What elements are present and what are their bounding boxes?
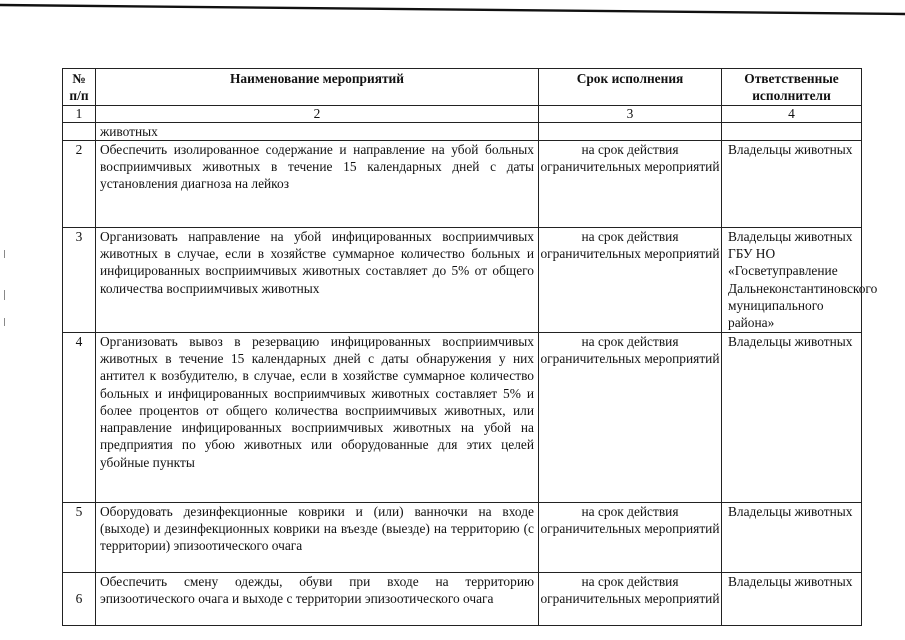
deadline-text: на срок действия ограничительных мероприятий — [539, 332, 722, 502]
activities-table — [62, 68, 878, 626]
row-number: 2 — [63, 140, 96, 227]
scan-margin-mark — [4, 290, 5, 300]
table-row — [63, 572, 862, 625]
deadline-text: на срок действия ограничительных мероприятий — [539, 227, 722, 332]
scan-edge-line-graphic — [0, 0, 905, 18]
deadline-cell — [539, 122, 722, 140]
deadline-text: на срок действия ограничительных мероприятий — [539, 572, 722, 625]
row-number: 4 — [63, 332, 96, 502]
header-responsible-line2: исполнители — [752, 88, 831, 104]
table-row — [63, 140, 862, 227]
header-activity-label: Наименование мероприятий — [230, 71, 404, 86]
table-row-continuation — [63, 122, 862, 140]
header-responsible-line1: Ответственные — [744, 71, 839, 86]
header-activity — [96, 69, 539, 106]
responsible-cell — [722, 122, 862, 140]
responsible-text: Владельцы животных — [722, 572, 862, 625]
column-number: 1 — [63, 105, 96, 122]
header-deadline-label: Срок исполнения — [576, 71, 684, 86]
responsible-text: Владельцы животных — [722, 140, 862, 227]
table-row — [63, 502, 862, 572]
header-deadline — [539, 69, 722, 106]
row-number-cell — [63, 122, 96, 140]
row-number: 5 — [63, 502, 96, 572]
activity-continuation: животных — [96, 122, 539, 140]
deadline-text: на срок действия ограничительных мероприятий — [539, 502, 722, 572]
column-number-row — [63, 105, 862, 122]
column-number: 4 — [722, 105, 862, 122]
activity-text: Организовать вывоз в резервацию инфицированных восприимчивых животных в течение 15 календарных дней с даты обнаружения у них антител к возбудителю, в случае, если в хозяйстве суммарное количество больных и инфицированных восприимчивых животных составляет 5% и более процентов от общего количества восприимчивых животных, или направление инфицированных восприимчивых животных на убой на предприятия по убою животных или оборудованные для этих целей убойные пункты — [96, 332, 539, 502]
header-number-line2: п/п — [69, 88, 89, 104]
header-responsible — [722, 69, 862, 106]
deadline-text: на срок действия ограничительных мероприятий — [539, 140, 722, 227]
responsible-text: Владельцы животных — [722, 332, 862, 502]
table-row — [63, 227, 862, 332]
activity-text: Обеспечить изолированное содержание и направление на убой больных восприимчивых животных в течение 15 календарных дней с даты установления диагноза на лейкоз — [96, 140, 539, 227]
activity-text: Организовать направление на убой инфицированных восприимчивых животных в случае, если в хозяйстве суммарное количество больных и инфицированных восприимчивых животных составляет до 5% от общего количества восприимчивых животных — [96, 227, 539, 332]
responsible-text: Владельцы животных ГБУ НО «Госветуправление Дальнеконстантиновского муниципального района» — [722, 227, 862, 332]
scan-edge-line — [0, 0, 905, 18]
table-row — [63, 332, 862, 502]
table-header-row — [63, 69, 862, 106]
header-number-line1: № — [72, 71, 86, 86]
activity-text: Обеспечить смену одежды, обуви при входе на территорию эпизоотического очага и выходе с территории эпизоотического очага — [96, 572, 539, 625]
column-number: 3 — [539, 105, 722, 122]
scan-margin-mark — [4, 250, 5, 258]
scan-margin-mark — [4, 318, 5, 326]
responsible-text: Владельцы животных — [722, 502, 862, 572]
activity-text: Оборудовать дезинфекционные коврики и (или) ванночки на входе (выходе) и дезинфекционных коврики на въезде (выезде) на территорию (с территории) эпизоотического очага — [96, 502, 539, 572]
row-number: 3 — [63, 227, 96, 332]
column-number: 2 — [96, 105, 539, 122]
header-number — [63, 69, 96, 106]
row-number: 6 — [63, 572, 96, 625]
